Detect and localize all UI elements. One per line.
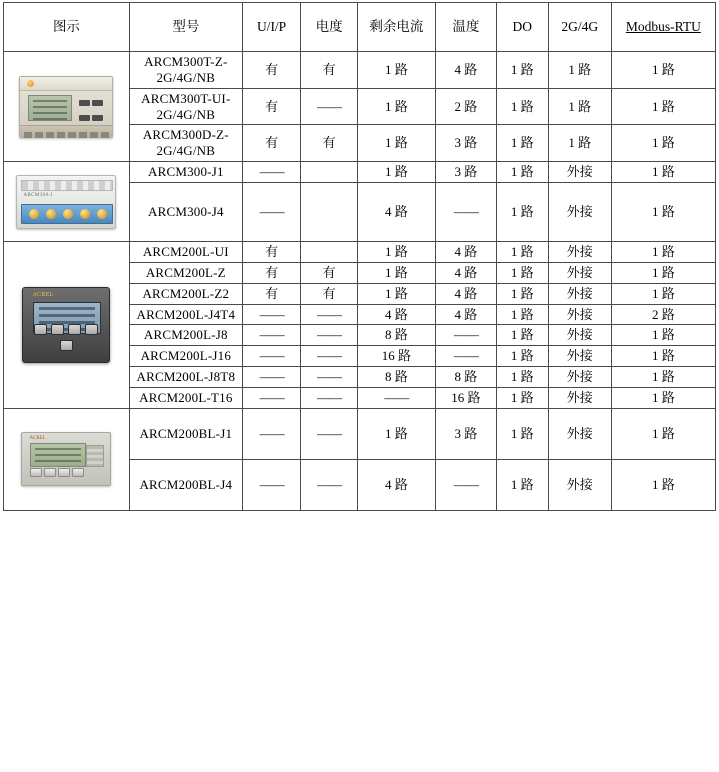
energy-value: —— xyxy=(301,346,357,367)
table-row xyxy=(4,162,716,183)
uip-value: 有 xyxy=(242,283,301,304)
modbus-value: 1 路 xyxy=(611,162,715,183)
temperature-value: 16 路 xyxy=(435,388,496,409)
wireless-value: 外接 xyxy=(548,346,611,367)
header-modbus-rtu: Modbus-RTU xyxy=(611,3,715,52)
wireless-value: 外接 xyxy=(548,262,611,283)
model-name: ARCM200L-J4T4 xyxy=(129,304,242,325)
uip-value: —— xyxy=(242,346,301,367)
energy-value xyxy=(301,242,357,263)
header-model: 型号 xyxy=(129,3,242,52)
table-row xyxy=(4,242,716,263)
modbus-value: 2 路 xyxy=(611,304,715,325)
model-name: ARCM200L-Z xyxy=(129,262,242,283)
wireless-value: 外接 xyxy=(548,304,611,325)
energy-value xyxy=(301,162,357,183)
model-name: ARCM200BL-J1 xyxy=(129,408,242,459)
do-value: 1 路 xyxy=(496,304,548,325)
model-name: ARCM300D-Z-2G/4G/NB xyxy=(129,125,242,162)
wireless-value: 1 路 xyxy=(548,52,611,89)
energy-value: 有 xyxy=(301,283,357,304)
do-value: 1 路 xyxy=(496,346,548,367)
residual-current-value: 4 路 xyxy=(357,183,435,242)
model-name: ARCM300T-UI-2G/4G/NB xyxy=(129,88,242,125)
uip-value: —— xyxy=(242,325,301,346)
table-row xyxy=(4,52,716,89)
temperature-value: 3 路 xyxy=(435,125,496,162)
temperature-value: 8 路 xyxy=(435,367,496,388)
wireless-value: 外接 xyxy=(548,388,611,409)
arcm300-j-series-module-photo: ARCM300-J xyxy=(16,175,116,229)
do-value: 1 路 xyxy=(496,88,548,125)
temperature-value: —— xyxy=(435,183,496,242)
energy-value: —— xyxy=(301,388,357,409)
wireless-value: 1 路 xyxy=(548,88,611,125)
modbus-value: 1 路 xyxy=(611,125,715,162)
residual-current-value: 1 路 xyxy=(357,162,435,183)
energy-value: —— xyxy=(301,325,357,346)
specification-sheet xyxy=(0,2,719,772)
product-image-cell-arcm200l xyxy=(4,242,130,409)
wireless-value: 外接 xyxy=(548,242,611,263)
model-name: ARCM200L-J8 xyxy=(129,325,242,346)
residual-current-value: 1 路 xyxy=(357,242,435,263)
do-value: 1 路 xyxy=(496,367,548,388)
model-name: ARCM200L-T16 xyxy=(129,388,242,409)
do-value: 1 路 xyxy=(496,408,548,459)
model-name: ARCM200L-Z2 xyxy=(129,283,242,304)
modbus-value: 1 路 xyxy=(611,408,715,459)
modbus-value: 1 路 xyxy=(611,283,715,304)
wireless-value: 外接 xyxy=(548,408,611,459)
uip-value: —— xyxy=(242,459,301,510)
temperature-value: 4 路 xyxy=(435,242,496,263)
wireless-value: 1 路 xyxy=(548,125,611,162)
do-value: 1 路 xyxy=(496,388,548,409)
uip-value: 有 xyxy=(242,242,301,263)
temperature-value: —— xyxy=(435,325,496,346)
temperature-value: 2 路 xyxy=(435,88,496,125)
wireless-value: 外接 xyxy=(548,367,611,388)
temperature-value: 4 路 xyxy=(435,52,496,89)
temperature-value: —— xyxy=(435,346,496,367)
residual-current-value: 16 路 xyxy=(357,346,435,367)
residual-current-value: 4 路 xyxy=(357,459,435,510)
product-specification-table xyxy=(3,2,716,511)
do-value: 1 路 xyxy=(496,262,548,283)
do-value: 1 路 xyxy=(496,52,548,89)
temperature-value: 3 路 xyxy=(435,162,496,183)
header-energy: 电度 xyxy=(301,3,357,52)
modbus-value: 1 路 xyxy=(611,346,715,367)
wireless-value: 外接 xyxy=(548,162,611,183)
model-name: ARCM300-J4 xyxy=(129,183,242,242)
residual-current-value: 8 路 xyxy=(357,367,435,388)
temperature-value: 4 路 xyxy=(435,283,496,304)
modbus-value: 1 路 xyxy=(611,183,715,242)
uip-value: 有 xyxy=(242,88,301,125)
energy-value: —— xyxy=(301,408,357,459)
do-value: 1 路 xyxy=(496,283,548,304)
residual-current-value: 1 路 xyxy=(357,52,435,89)
header-image: 图示 xyxy=(4,3,130,52)
residual-current-value: —— xyxy=(357,388,435,409)
header-do: DO xyxy=(496,3,548,52)
table-row xyxy=(4,408,716,459)
do-value: 1 路 xyxy=(496,325,548,346)
uip-value: 有 xyxy=(242,125,301,162)
wireless-value: 外接 xyxy=(548,283,611,304)
uip-value: —— xyxy=(242,304,301,325)
model-name: ARCM200BL-J4 xyxy=(129,459,242,510)
wireless-value: 外接 xyxy=(548,325,611,346)
uip-value: —— xyxy=(242,183,301,242)
energy-value xyxy=(301,183,357,242)
model-name: ARCM300-J1 xyxy=(129,162,242,183)
modbus-value: 1 路 xyxy=(611,262,715,283)
do-value: 1 路 xyxy=(496,459,548,510)
modbus-value: 1 路 xyxy=(611,325,715,346)
arcm300-din-rail-module-photo xyxy=(19,76,113,138)
uip-value: —— xyxy=(242,367,301,388)
modbus-value: 1 路 xyxy=(611,52,715,89)
do-value: 1 路 xyxy=(496,125,548,162)
model-name: ARCM200L-J8T8 xyxy=(129,367,242,388)
uip-value: —— xyxy=(242,408,301,459)
temperature-value: 3 路 xyxy=(435,408,496,459)
temperature-value: —— xyxy=(435,459,496,510)
product-image-cell-arcm300-j-series xyxy=(4,162,130,242)
modbus-value: 1 路 xyxy=(611,242,715,263)
residual-current-value: 1 路 xyxy=(357,88,435,125)
residual-current-value: 1 路 xyxy=(357,408,435,459)
energy-value: —— xyxy=(301,459,357,510)
wireless-value: 外接 xyxy=(548,183,611,242)
model-name: ARCM200L-J16 xyxy=(129,346,242,367)
energy-value: 有 xyxy=(301,52,357,89)
uip-value: —— xyxy=(242,388,301,409)
energy-value: —— xyxy=(301,304,357,325)
model-name: ARCM200L-UI xyxy=(129,242,242,263)
do-value: 1 路 xyxy=(496,162,548,183)
modbus-value: 1 路 xyxy=(611,388,715,409)
uip-value: 有 xyxy=(242,262,301,283)
table-header-row xyxy=(4,3,716,52)
uip-value: 有 xyxy=(242,52,301,89)
arcm200l-panel-meter-photo: ACREL xyxy=(22,287,110,363)
header-uip: U/I/P xyxy=(242,3,301,52)
residual-current-value: 1 路 xyxy=(357,283,435,304)
residual-current-value: 1 路 xyxy=(357,262,435,283)
energy-value: —— xyxy=(301,367,357,388)
do-value: 1 路 xyxy=(496,242,548,263)
arcm200bl-panel-meter-photo: ACREL xyxy=(21,432,111,486)
model-name: ARCM300T-Z-2G/4G/NB xyxy=(129,52,242,89)
energy-value: 有 xyxy=(301,262,357,283)
modbus-value: 1 路 xyxy=(611,367,715,388)
do-value: 1 路 xyxy=(496,183,548,242)
uip-value: —— xyxy=(242,162,301,183)
header-residual-current: 剩余电流 xyxy=(357,3,435,52)
residual-current-value: 1 路 xyxy=(357,125,435,162)
header-temperature: 温度 xyxy=(435,3,496,52)
residual-current-value: 4 路 xyxy=(357,304,435,325)
header-wireless: 2G/4G xyxy=(548,3,611,52)
product-image-cell-arcm200bl xyxy=(4,408,130,510)
residual-current-value: 8 路 xyxy=(357,325,435,346)
temperature-value: 4 路 xyxy=(435,262,496,283)
energy-value: —— xyxy=(301,88,357,125)
temperature-value: 4 路 xyxy=(435,304,496,325)
modbus-value: 1 路 xyxy=(611,459,715,510)
energy-value: 有 xyxy=(301,125,357,162)
product-image-cell-arcm300-din-rail xyxy=(4,52,130,162)
wireless-value: 外接 xyxy=(548,459,611,510)
modbus-value: 1 路 xyxy=(611,88,715,125)
